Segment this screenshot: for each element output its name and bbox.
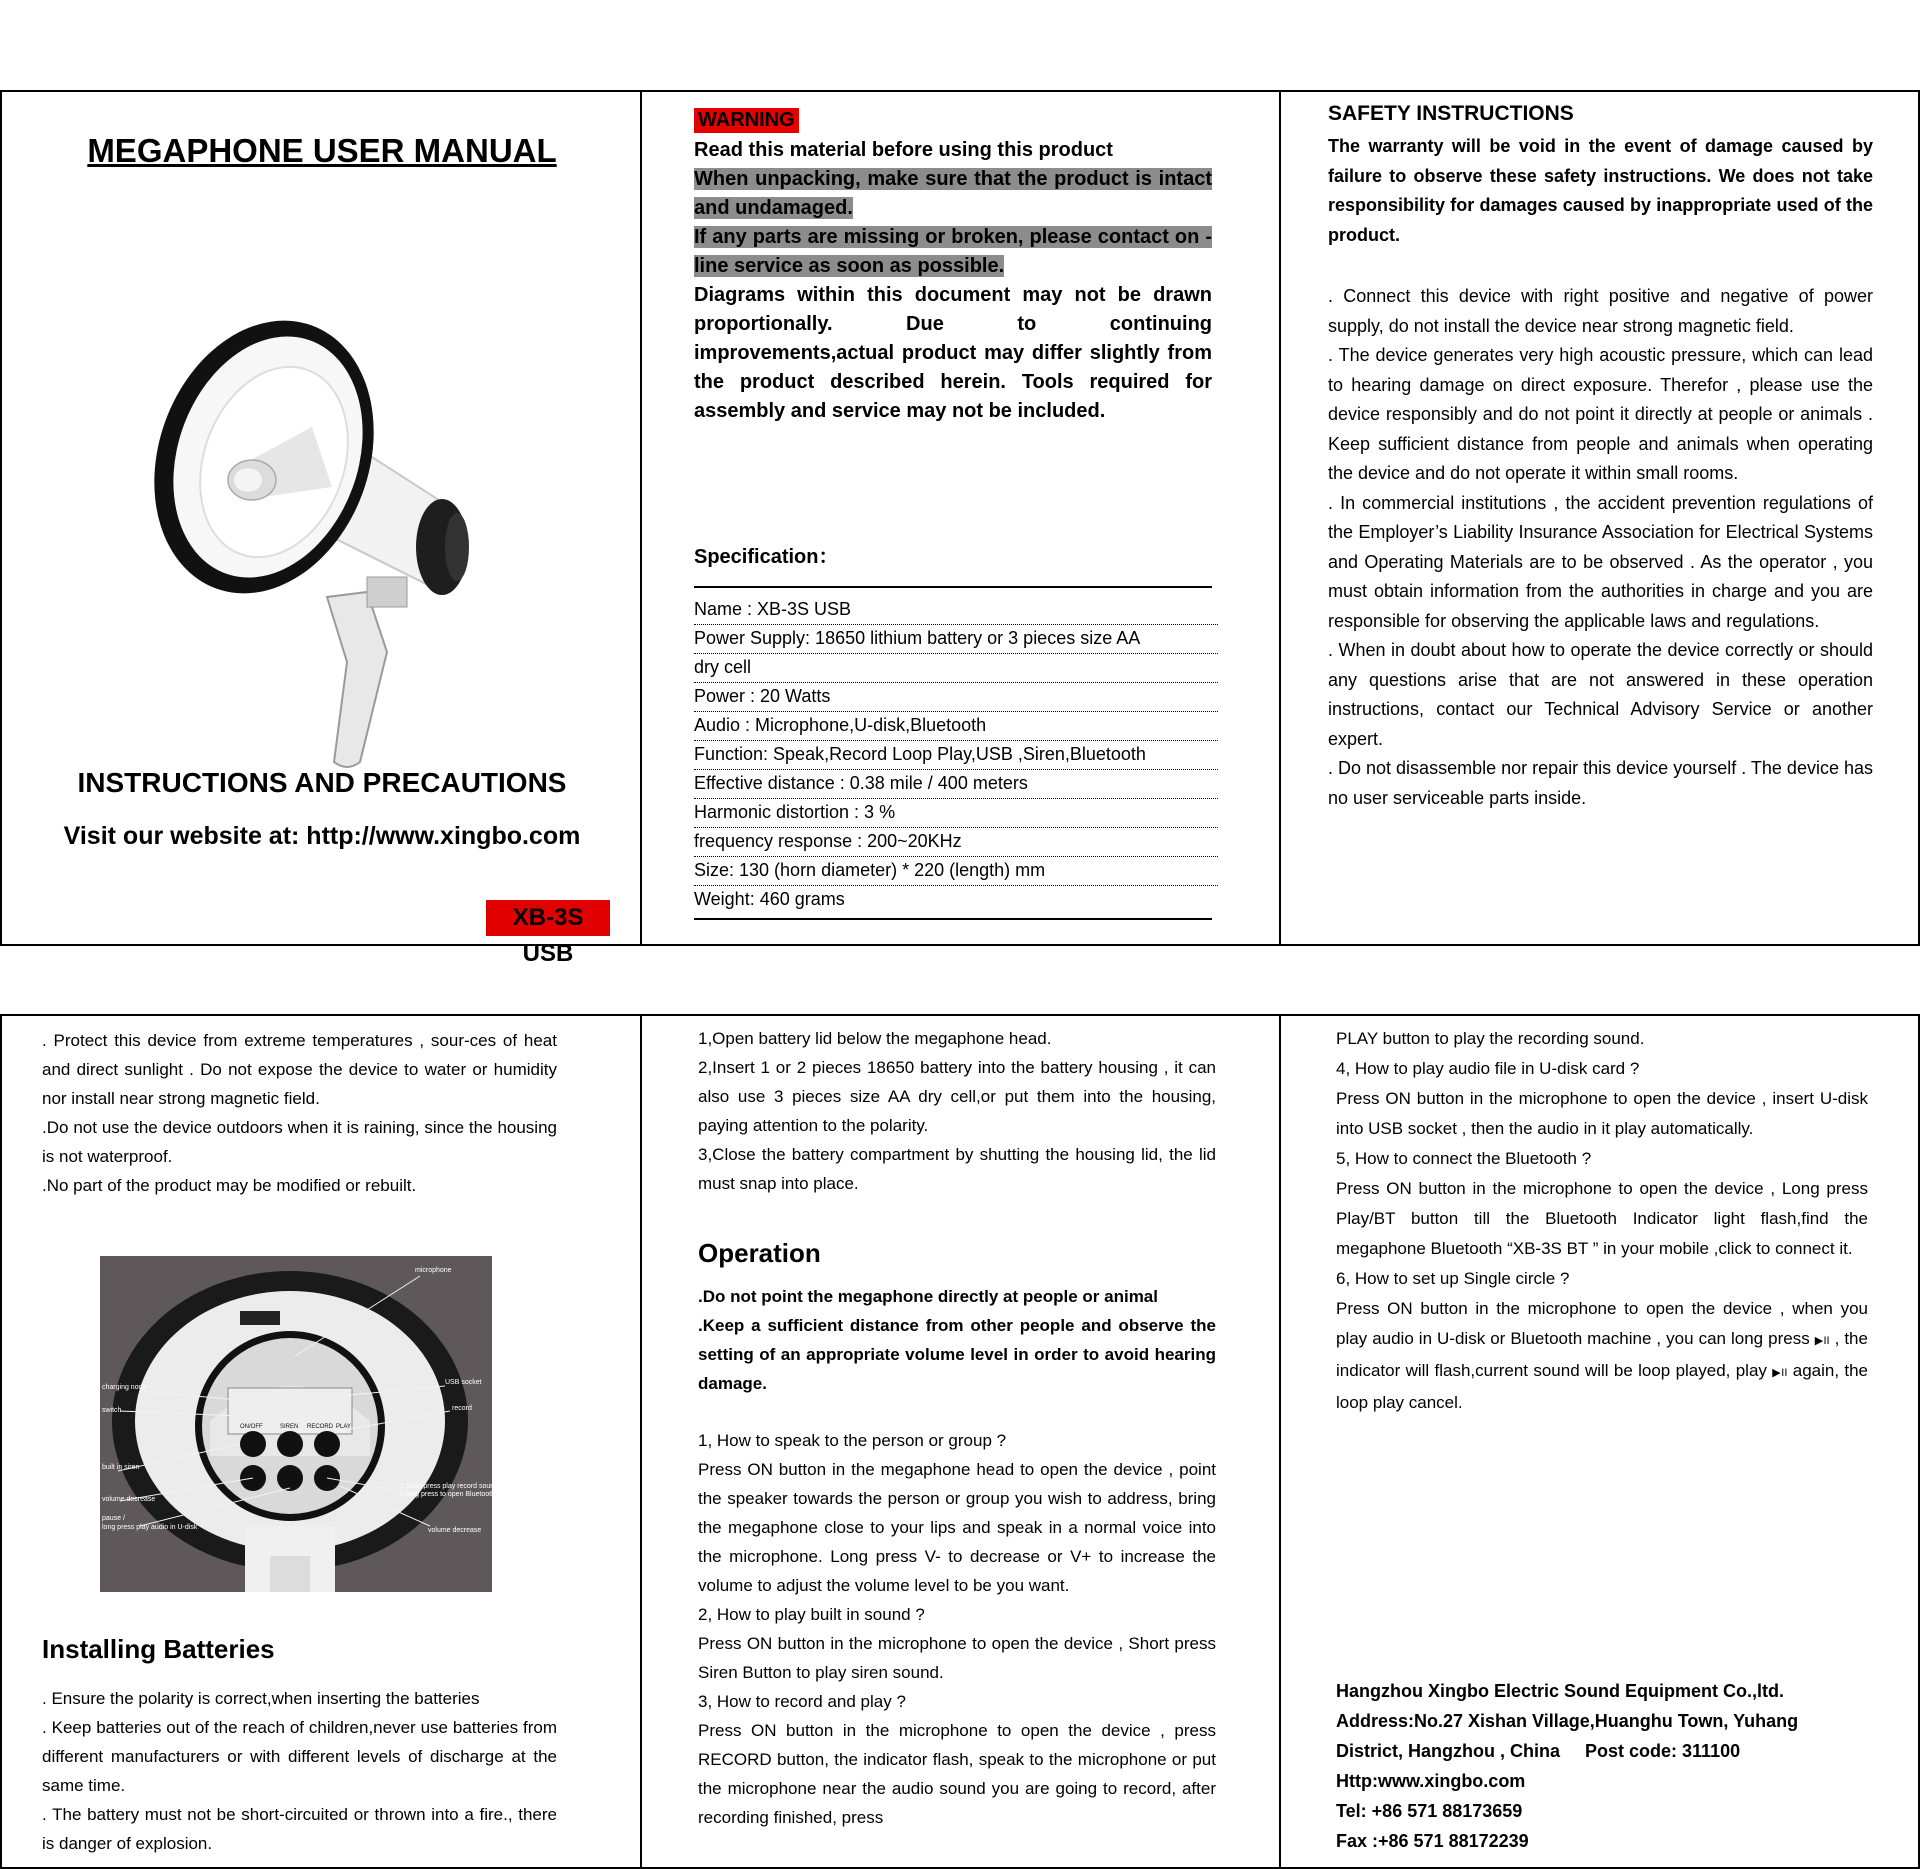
operation-item: Press ON button in the megaphone head to open the device , point the speaker towards the person or group you wish to address, bring the megaphone close to your lips and speak in a normal voice into the microphone. Long press V- to decrease or V+ to increase the volume to adjust the volume level to be you want. bbox=[698, 1460, 1216, 1595]
battery-step: 3,Close the battery compartment by shutting the housing lid, the lid must snap into place. bbox=[698, 1145, 1216, 1193]
operation-continued bbox=[1336, 1024, 1868, 1418]
protect-list bbox=[42, 1026, 557, 1200]
battery-item: . Ensure the polarity is correct,when inserting the batteries bbox=[42, 1689, 480, 1708]
company-address: Address:No.27 Xishan Village,Huanghu Town, Yuhang bbox=[1336, 1711, 1799, 1731]
label-on-off: ON/OFF bbox=[240, 1424, 263, 1430]
safety-title: SAFETY INSTRUCTIONS bbox=[1328, 102, 1574, 125]
spec-row: Effective distance : 0.38 mile / 400 meters bbox=[694, 770, 1218, 799]
protect-item: .Do not use the device outdoors when it is raining, since the housing is not waterproof. bbox=[42, 1118, 557, 1166]
batteries-title: Installing Batteries bbox=[42, 1634, 275, 1664]
circle-text: again, the loop play cancel. bbox=[1336, 1361, 1868, 1412]
battery-item: . Keep batteries out of the reach of children,never use batteries from different manufacturers or with different levels of discharge at the same time. bbox=[42, 1718, 557, 1795]
warranty-note: The warranty will be void in the event of damage caused by failure to observe these safety instructions. We does not take responsibility for damages caused by inappropriate used of the product. bbox=[1328, 136, 1873, 245]
operation-title: Operation bbox=[698, 1238, 821, 1268]
safety-item: . Do not disassemble nor repair this device yourself . The device has no user serviceable parts inside. bbox=[1328, 758, 1873, 808]
company-tel: Tel: +86 571 88173659 bbox=[1336, 1801, 1523, 1821]
spec-bottom-rule bbox=[694, 918, 1212, 920]
company-website[interactable]: Http:www.xingbo.com bbox=[1336, 1771, 1526, 1791]
megaphone-image bbox=[152, 292, 492, 772]
cover-subtitle: INSTRUCTIONS AND PRECAUTIONS bbox=[77, 767, 567, 798]
spec-row: Name : XB-3S USB bbox=[694, 596, 1218, 625]
operation-item: 5, How to connect the Bluetooth ? bbox=[1336, 1149, 1592, 1168]
operation-item: Press ON button in the microphone to open the device , Short press Siren Button to play siren sound. bbox=[698, 1634, 1216, 1682]
operation-item: 4, How to play audio file in U-disk card ? bbox=[1336, 1059, 1640, 1078]
manual-sheet-page-1 bbox=[0, 90, 1920, 967]
operation-instructions bbox=[698, 1426, 1216, 1832]
spec-row: frequency response : 200~20KHz bbox=[694, 828, 1218, 857]
operation-item: PLAY button to play the recording sound. bbox=[1336, 1029, 1645, 1048]
operation-warnings bbox=[698, 1282, 1216, 1398]
website-link[interactable]: Visit our website at: http://www.xingbo.com bbox=[63, 822, 581, 850]
column-divider bbox=[1279, 92, 1281, 944]
column-divider bbox=[1279, 1016, 1281, 1867]
operation-warning: .Do not point the megaphone directly at people or animal bbox=[698, 1287, 1158, 1306]
specification-list bbox=[694, 596, 1218, 915]
battery-step: 2,Insert 1 or 2 pieces 18650 battery into the battery housing , it can also use 3 pieces size AA dry cell,or put them into the housing, paying attention to the polarity. bbox=[698, 1058, 1216, 1135]
company-info bbox=[1336, 1676, 1896, 1856]
warning-lead: Read this material before using this product bbox=[694, 139, 1113, 161]
company-name: Hangzhou Xingbo Electric Sound Equipment Co.,ltd. bbox=[1336, 1681, 1784, 1701]
operation-warning: .Keep a sufficient distance from other people and observe the setting of an appropriate volume level in order to avoid hearing damage. bbox=[698, 1316, 1216, 1393]
operation-item: 3, How to record and play ? bbox=[698, 1692, 906, 1711]
label-pause: pause / bbox=[102, 1515, 125, 1522]
label-siren: SIREN bbox=[280, 1424, 299, 1430]
label-microphone: microphone bbox=[415, 1267, 452, 1274]
label-charging-node: charging node bbox=[102, 1384, 147, 1391]
play-pause-icon: ▶II bbox=[1772, 1367, 1788, 1379]
operation-item: 6, How to set up Single circle ? bbox=[1336, 1269, 1570, 1288]
operation-item: 1, How to speak to the person or group ? bbox=[698, 1431, 1007, 1450]
highlight-text: When unpacking, make sure that the product is intact and undamaged. bbox=[694, 168, 1212, 219]
operation-item: Press ON button in the microphone to open the device , insert U-disk into USB socket , then the audio in it play automatically. bbox=[1336, 1089, 1868, 1138]
label-play: PLAY bbox=[336, 1424, 351, 1430]
battery-step: 1,Open battery lid below the megaphone head. bbox=[698, 1029, 1052, 1048]
label-usb-socket: USB socket bbox=[445, 1379, 482, 1386]
warning-highlight-1 bbox=[694, 165, 1212, 223]
safety-item: . Connect this device with right positive and negative of power supply, do not install the device near strong magnetic field. bbox=[1328, 286, 1873, 336]
safety-item: . In commercial institutions , the accident prevention regulations of the Employer’s Liability Insurance Association for Electrical Systems and Operating Materials are to be observed . As the operator , you must obtain information from the authorities in charge and you are responsible for observing the applicable laws and regulations. bbox=[1328, 492, 1873, 631]
operation-item: 2, How to play built in sound ? bbox=[698, 1605, 925, 1624]
battery-item: . The battery must not be short-circuited or thrown into a fire., there is danger of explosion. bbox=[42, 1805, 557, 1853]
company-address: District, Hangzhou , China Post code: 311100 bbox=[1336, 1741, 1741, 1761]
play-pause-icon: ▶II bbox=[1814, 1335, 1830, 1347]
label-volume-decrease-left: volume decrease bbox=[102, 1496, 156, 1503]
model-badge: XB-3S USB bbox=[486, 900, 610, 936]
spec-row: Power : 20 Watts bbox=[694, 683, 1218, 712]
label-built-in-siren: built in siren bbox=[102, 1464, 140, 1471]
column-divider bbox=[640, 1016, 642, 1867]
battery-steps bbox=[698, 1024, 1216, 1198]
safety-list bbox=[1328, 282, 1873, 813]
warning-disclaimer: Diagrams within this document may not be drawn proportionally. Due to continuing improvements,actual product may differ slightly from the product described herein. Tools required for assembly and service may not be included. bbox=[694, 284, 1212, 422]
product-control-panel-photo bbox=[100, 1256, 499, 1592]
label-record: record bbox=[452, 1405, 472, 1412]
safety-item: . When in doubt about how to operate the device correctly or should any questions arise that are not answered in these operation instructions, contact our Technical Advisory Service or another expert. bbox=[1328, 640, 1873, 749]
protect-item: . Protect this device from extreme temperatures , sour-ces of heat and direct sunlight . Do not expose the device to water or humidity nor install near strong magnetic field. bbox=[42, 1031, 557, 1108]
circle-text: Press ON button in the microphone to open the device , when you play audio in U-disk or Bluetooth machine , you can long press bbox=[1336, 1299, 1868, 1348]
spec-row: Audio : Microphone,U-disk,Bluetooth bbox=[694, 712, 1218, 741]
label-short-press-2: 2.long press to open Bluetooth bbox=[400, 1491, 495, 1498]
spec-row: dry cell bbox=[694, 654, 1218, 683]
label-switch: switch bbox=[102, 1407, 122, 1414]
batteries-list bbox=[42, 1684, 557, 1858]
safety-item: . The device generates very high acoustic pressure, which can lead to hearing damage on direct exposure. Therefor , please use the device responsibly and do not point it directly at people or animals . Keep sufficient distance from people and animals when operating the device and do not operate it within small rooms. bbox=[1328, 345, 1873, 483]
single-circle-instructions bbox=[1336, 1294, 1868, 1418]
specification-title: Specification： bbox=[694, 546, 839, 568]
company-fax: Fax :+86 571 88172239 bbox=[1336, 1831, 1529, 1851]
label-volume-decrease-right: volume decrease bbox=[428, 1527, 482, 1534]
spec-row: Power Supply: 18650 lithium battery or 3 pieces size AA bbox=[694, 625, 1218, 654]
label-long-press: long press play audio in U-disk bbox=[102, 1524, 198, 1531]
operation-item: Press ON button in the microphone to open the device , Long press Play/BT button till the Bluetooth Indicator light flash,find the megaphone Bluetooth “XB-3S BT ” in your mobile ,click to connect it. bbox=[1336, 1179, 1868, 1258]
circle-text: , the indicator will flash,current sound will be loop played, play bbox=[1336, 1329, 1868, 1380]
spec-row: Harmonic distortion : 3 % bbox=[694, 799, 1218, 828]
manual-sheet-page-2 bbox=[0, 1014, 1920, 1869]
spec-row: Size: 130 (horn diameter) * 220 (length) mm bbox=[694, 857, 1218, 886]
spec-row: Weight: 460 grams bbox=[694, 889, 845, 909]
highlight-text: If any parts are missing or broken, please contact on -line service as soon as possible. bbox=[694, 226, 1212, 277]
spec-top-rule bbox=[694, 586, 1212, 588]
label-record-button: RECORD bbox=[307, 1424, 334, 1430]
manual-title: MEGAPHONE USER MANUAL bbox=[87, 132, 557, 169]
label-short-press-1: 1.short press play record sound bbox=[400, 1483, 499, 1490]
warning-highlight-2 bbox=[694, 223, 1212, 281]
warning-label: WARNING bbox=[694, 108, 799, 133]
protect-item: .No part of the product may be modified or rebuilt. bbox=[42, 1176, 417, 1195]
spec-row: Function: Speak,Record Loop Play,USB ,Siren,Bluetooth bbox=[694, 741, 1218, 770]
column-divider bbox=[640, 92, 642, 944]
operation-item: Press ON button in the microphone to open the device , press RECORD button, the indicator flash, speak to the microphone or put the microphone near the audio sound you are going to record, after recording finished, press bbox=[698, 1721, 1216, 1827]
